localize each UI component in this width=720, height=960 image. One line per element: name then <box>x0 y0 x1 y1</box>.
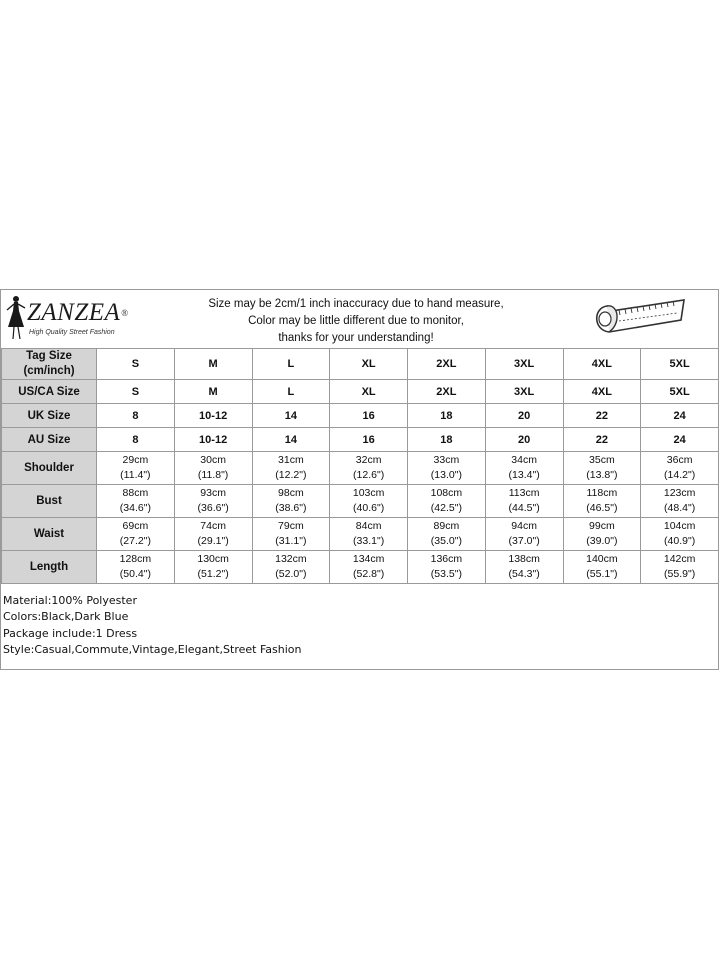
inch-value: (39.0") <box>586 535 618 547</box>
inch-value: (51.2") <box>197 568 229 580</box>
row-header-tag-size <box>2 349 97 380</box>
inch-value: (42.5") <box>430 502 462 514</box>
woman-silhouette-icon <box>5 294 27 340</box>
cm-value: 69cm <box>122 520 149 532</box>
cm-value: 74cm <box>200 520 226 532</box>
size-cell: S <box>97 349 175 380</box>
inch-value: (52.8") <box>353 568 385 580</box>
row-header-waist: Waist <box>2 518 97 551</box>
measurement-cell <box>97 452 175 485</box>
inch-value: (38.6") <box>275 502 307 514</box>
measurement-cell <box>563 452 641 485</box>
size-cell: 2XL <box>408 349 486 380</box>
notice-line: thanks for your understanding! <box>278 332 434 344</box>
measurement-cell <box>330 551 408 584</box>
measurement-cell <box>485 452 563 485</box>
cm-value: 34cm <box>511 454 537 466</box>
measurement-cell <box>563 518 641 551</box>
cm-value: 94cm <box>511 520 537 532</box>
size-cell: M <box>174 349 252 380</box>
us-ca-cell: 4XL <box>563 380 641 404</box>
inch-value: (46.5") <box>586 502 618 514</box>
measurement-cell <box>330 485 408 518</box>
header-label-line: Tag Size <box>26 350 72 362</box>
au-cell: 20 <box>485 428 563 452</box>
row-header-au: AU Size <box>2 428 97 452</box>
measurement-cell <box>174 518 252 551</box>
measurement-cell <box>174 551 252 584</box>
inch-value: (12.6") <box>353 469 385 481</box>
measurement-cell <box>408 485 486 518</box>
table-row-bust <box>2 485 719 518</box>
measurement-cell <box>485 485 563 518</box>
cm-value: 79cm <box>278 520 304 532</box>
table-row-uk <box>2 404 719 428</box>
cm-value: 31cm <box>278 454 304 466</box>
size-cell: XL <box>330 349 408 380</box>
cm-value: 98cm <box>278 487 304 499</box>
cm-value: 32cm <box>355 454 382 466</box>
notice-line: Size may be 2cm/1 inch inaccuracy due to hand measure, <box>208 298 504 310</box>
inch-value: (29.1") <box>197 535 229 547</box>
inch-value: (11.8") <box>197 469 229 481</box>
cm-value: 93cm <box>200 487 226 499</box>
inch-value: (33.1") <box>353 535 385 547</box>
cm-value: 35cm <box>589 454 615 466</box>
au-cell: 24 <box>641 428 719 452</box>
cm-value: 118cm <box>586 487 618 499</box>
au-cell: 16 <box>330 428 408 452</box>
inch-value: (27.2") <box>119 535 151 547</box>
us-ca-cell: 3XL <box>485 380 563 404</box>
size-cell: 5XL <box>641 349 719 380</box>
cm-value: 103cm <box>352 487 385 499</box>
brand-name <box>27 300 129 326</box>
product-details <box>3 593 301 658</box>
measurement-cell <box>563 485 641 518</box>
inch-value: (48.4") <box>664 502 696 514</box>
measurement-cell <box>97 518 175 551</box>
inch-value: (55.9") <box>664 568 696 580</box>
inch-value: (55.1") <box>586 568 618 580</box>
cm-value: 89cm <box>433 520 460 532</box>
detail-package: Package include:1 Dress <box>3 626 138 640</box>
au-cell: 10-12 <box>174 428 252 452</box>
registered-mark: ® <box>121 308 129 318</box>
header-label-line: (cm/inch) <box>23 365 75 377</box>
cm-value: 99cm <box>589 520 615 532</box>
cm-value: 36cm <box>666 454 693 466</box>
measurement-cell <box>485 518 563 551</box>
uk-cell: 20 <box>485 404 563 428</box>
measurement-cell <box>485 551 563 584</box>
measuring-tape-icon <box>589 294 689 344</box>
measurement-cell <box>641 485 719 518</box>
inch-value: (37.0") <box>508 535 540 547</box>
size-table <box>1 348 719 584</box>
uk-cell: 18 <box>408 404 486 428</box>
measurement-cell <box>252 485 330 518</box>
au-cell: 22 <box>563 428 641 452</box>
cm-value: 84cm <box>355 520 382 532</box>
measurement-cell <box>641 518 719 551</box>
us-ca-cell: XL <box>330 380 408 404</box>
measurement-cell <box>174 485 252 518</box>
table-row-us-ca <box>2 380 719 404</box>
cm-value: 30cm <box>200 454 226 466</box>
inch-value: (40.9") <box>664 535 696 547</box>
inch-value: (13.8") <box>586 469 618 481</box>
inch-value: (11.4") <box>120 469 151 481</box>
inch-value: (35.0") <box>430 535 462 547</box>
us-ca-cell: S <box>97 380 175 404</box>
inch-value: (52.0") <box>275 568 307 580</box>
us-ca-cell: 2XL <box>408 380 486 404</box>
measurement-cell <box>641 452 719 485</box>
brand-logo <box>5 294 135 344</box>
measurement-cell <box>563 551 641 584</box>
size-cell: L <box>252 349 330 380</box>
cm-value: 29cm <box>122 454 149 466</box>
inch-value: (36.6") <box>197 502 229 514</box>
us-ca-cell: M <box>174 380 252 404</box>
inch-value: (54.3") <box>508 568 540 580</box>
measurement-notice <box>191 296 521 347</box>
inch-value: (50.4") <box>119 568 151 580</box>
measurement-cell <box>97 485 175 518</box>
inch-value: (31.1") <box>275 535 307 547</box>
inch-value: (13.4") <box>508 469 540 481</box>
uk-cell: 14 <box>252 404 330 428</box>
cm-value: 138cm <box>508 553 540 565</box>
au-cell: 8 <box>97 428 175 452</box>
table-row-shoulder <box>2 452 719 485</box>
us-ca-cell: L <box>252 380 330 404</box>
row-header-length: Length <box>2 551 97 584</box>
cm-value: 128cm <box>119 553 152 565</box>
measurement-cell <box>408 518 486 551</box>
cm-value: 108cm <box>430 487 463 499</box>
cm-value: 142cm <box>663 553 696 565</box>
row-header-uk: UK Size <box>2 404 97 428</box>
detail-style: Style:Casual,Commute,Vintage,Elegant,Street Fashion <box>3 642 302 656</box>
measurement-cell <box>641 551 719 584</box>
inch-value: (13.0") <box>430 469 462 481</box>
size-cell: 4XL <box>563 349 641 380</box>
uk-cell: 24 <box>641 404 719 428</box>
cm-value: 132cm <box>275 553 307 565</box>
inch-value: (12.2") <box>275 469 307 481</box>
cm-value: 33cm <box>433 454 460 466</box>
table-row-tag-size <box>2 349 719 380</box>
size-chart-card <box>0 289 719 670</box>
measurement-cell <box>252 452 330 485</box>
measurement-cell <box>174 452 252 485</box>
size-cell: 3XL <box>485 349 563 380</box>
table-row-length <box>2 551 719 584</box>
inch-value: (34.6") <box>119 502 151 514</box>
measurement-cell <box>252 518 330 551</box>
uk-cell: 8 <box>97 404 175 428</box>
cm-value: 88cm <box>122 487 149 499</box>
row-header-bust: Bust <box>2 485 97 518</box>
cm-value: 113cm <box>508 487 540 499</box>
row-header-shoulder: Shoulder <box>2 452 97 485</box>
brand-tagline: High Quality Street Fashion <box>29 329 115 336</box>
detail-material: Material:100% Polyester <box>3 594 137 607</box>
brand-wordmark: ZANZEA <box>27 299 121 326</box>
cm-value: 130cm <box>197 553 229 565</box>
inch-value: (40.6") <box>353 502 385 514</box>
size-chart-header <box>1 290 718 349</box>
measurement-cell <box>97 551 175 584</box>
inch-value: (53.5") <box>430 568 462 580</box>
uk-cell: 10-12 <box>174 404 252 428</box>
us-ca-cell: 5XL <box>641 380 719 404</box>
cm-value: 104cm <box>663 520 696 532</box>
measurement-cell <box>408 452 486 485</box>
table-row-waist <box>2 518 719 551</box>
au-cell: 14 <box>252 428 330 452</box>
cm-value: 134cm <box>352 553 385 565</box>
table-row-au <box>2 428 719 452</box>
measurement-cell <box>330 452 408 485</box>
measurement-cell <box>252 551 330 584</box>
au-cell: 18 <box>408 428 486 452</box>
cm-value: 140cm <box>586 553 618 565</box>
detail-colors: Colors:Black,Dark Blue <box>3 610 129 624</box>
inch-value: (14.2") <box>664 469 696 481</box>
measurement-cell <box>330 518 408 551</box>
cm-value: 136cm <box>430 553 463 565</box>
uk-cell: 16 <box>330 404 408 428</box>
cm-value: 123cm <box>663 487 696 499</box>
uk-cell: 22 <box>563 404 641 428</box>
measurement-cell <box>408 551 486 584</box>
row-header-us-ca: US/CA Size <box>2 380 97 404</box>
inch-value: (44.5") <box>508 502 540 514</box>
notice-line: Color may be little different due to monitor, <box>248 315 464 327</box>
